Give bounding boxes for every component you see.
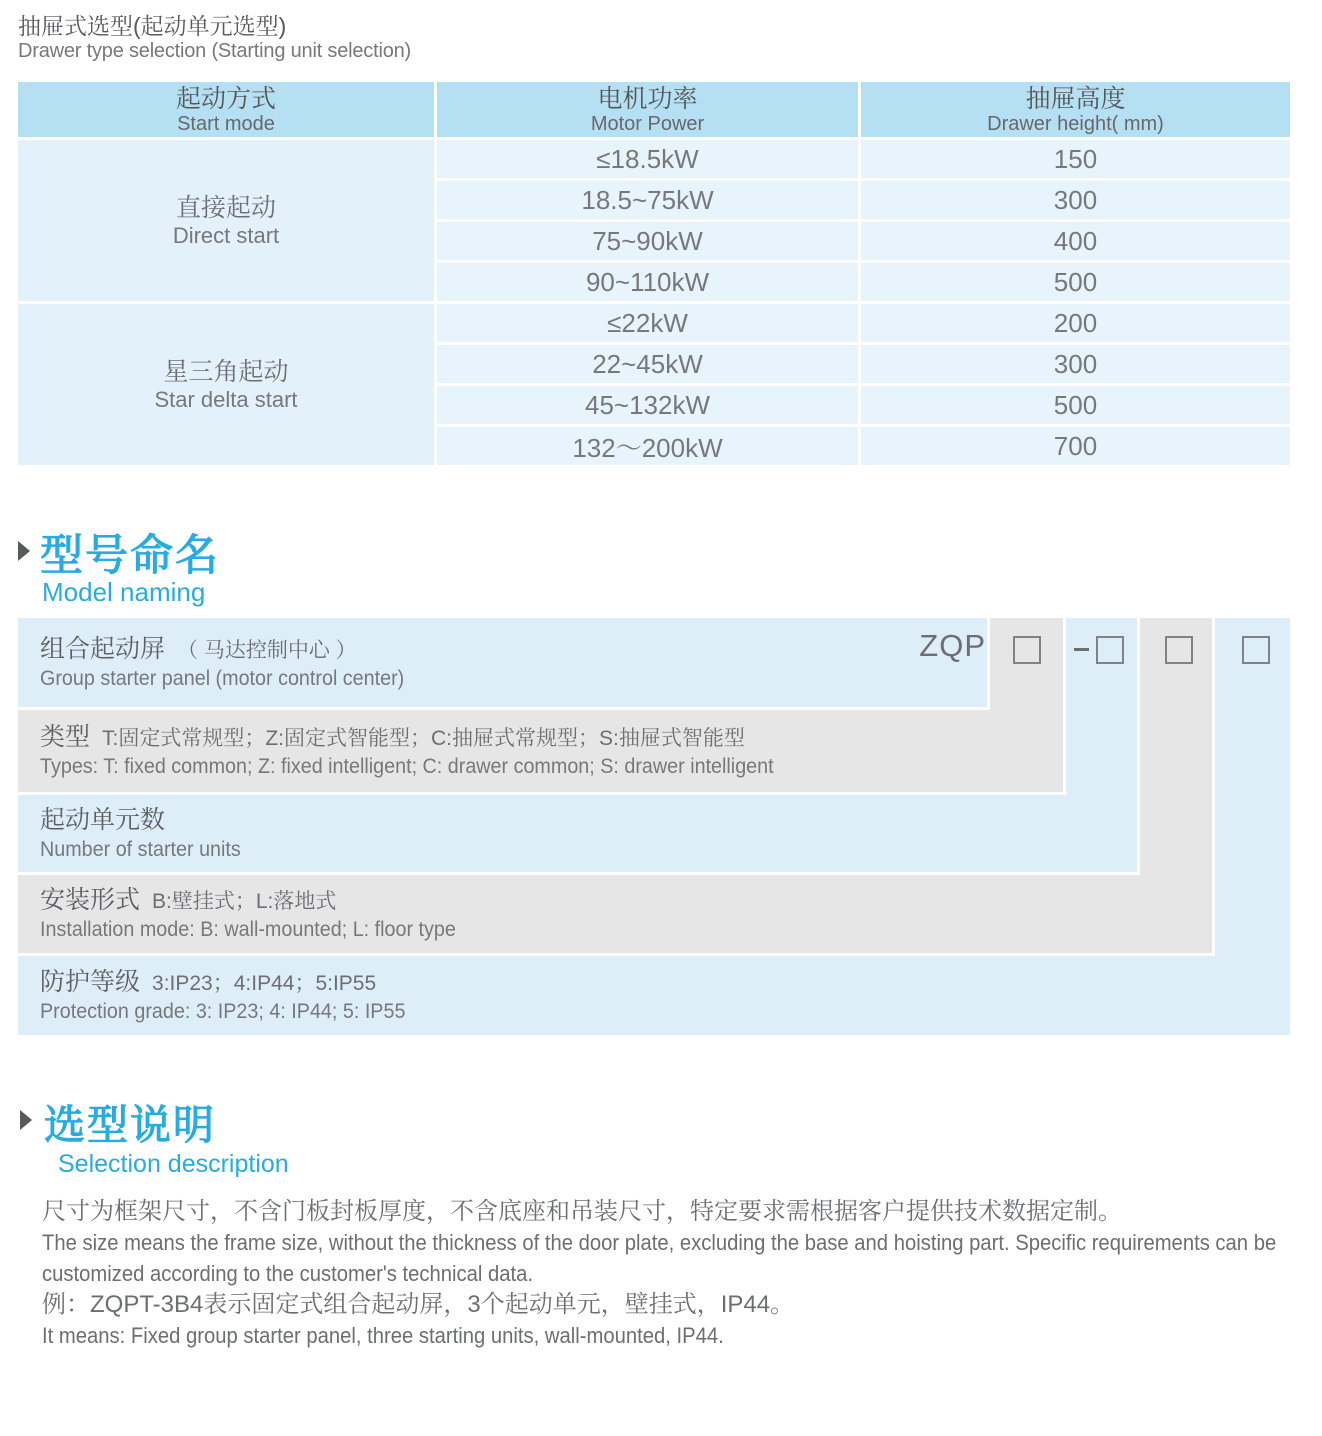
page-title-zh: 抽屉式选型(起动单元选型) [18, 13, 287, 39]
table-cell-power: 18.5~75kW [437, 181, 858, 219]
header-zh: 起动方式 [175, 84, 276, 113]
row-label-zh: 防护等级 3:IP23；4:IP44；5:IP55 [40, 967, 377, 996]
model-naming-row-group-starter-panel [18, 618, 987, 707]
table-cell-power: ≤18.5kW [437, 140, 858, 178]
page-title-en: Drawer type selection (Starting unit selection) [18, 40, 412, 62]
table-cell-height: 500 [861, 263, 1290, 301]
column-header-drawer-height [861, 82, 1290, 137]
row-label-zh: 组合起动屏 （ 马达控制中心 ） [40, 634, 357, 663]
header-zh: 抽屉高度 [1025, 84, 1126, 113]
model-code-box-protection [1242, 636, 1270, 664]
row-label-en: Number of starter units [40, 837, 241, 861]
row-label-zh: 安装形式 B:壁挂式；L:落地式 [40, 886, 337, 914]
table-cell-height: 200 [861, 304, 1290, 342]
description-line: 尺寸为框架尺寸，不含门板封板厚度，不含底座和吊装尺寸，特定要求需根据客户提供技术数据定制。 [42, 1198, 1122, 1225]
group-label-zh: 星三角起动 [163, 357, 289, 386]
description-line: 例：ZQPT-3B4表示固定式组合起动屏，3个起动单元，壁挂式，IP44。 [42, 1291, 795, 1318]
group-label-zh: 直接起动 [175, 193, 276, 222]
group-label-en: Direct start [172, 222, 280, 248]
section-heading-selection-description-zh: 选型说明 [44, 1102, 216, 1148]
description-line: It means: Fixed group starter panel, three starting units, wall-mounted, IP44. [42, 1323, 724, 1348]
model-naming-row-installation-mode [18, 875, 1212, 953]
row-label-en: Group starter panel (motor control center) [40, 666, 405, 690]
group-cell-direct-start [18, 140, 434, 301]
model-naming-row-starter-units [18, 795, 1137, 872]
table-cell-power: ≤22kW [437, 304, 858, 342]
section-heading-model-naming-en: Model naming [42, 577, 206, 607]
selection-description-text [42, 1196, 1302, 1351]
header-en: Drawer height( mm) [987, 112, 1164, 135]
section-heading-selection-description-en: Selection description [58, 1150, 289, 1178]
model-code-dash [1074, 648, 1089, 651]
table-cell-height: 400 [861, 222, 1290, 260]
table-cell-height: 150 [861, 140, 1290, 178]
row-label-en: Protection grade: 3: IP23; 4: IP44; 5: IP55 [40, 999, 406, 1023]
description-line: customized according to the customer's technical data. [42, 1261, 534, 1286]
column-header-motor-power [437, 82, 858, 137]
model-code-box-units [1096, 636, 1124, 664]
table-cell-power: 22~45kW [437, 345, 858, 383]
table-cell-height: 700 [861, 427, 1290, 465]
table-cell-height: 300 [861, 181, 1290, 219]
model-naming-row-types [18, 710, 1063, 792]
model-code-prefix: ZQP [919, 628, 986, 663]
row-label-en: Types: T: fixed common; Z: fixed intelligent; C: drawer common; S: drawer intelligent [40, 755, 774, 778]
header-en: Motor Power [590, 112, 705, 135]
table-cell-power: 75~90kW [437, 222, 858, 260]
drawer-selection-table [18, 82, 1290, 465]
header-en: Start mode [177, 112, 275, 135]
section-arrow-icon [18, 541, 30, 561]
table-cell-height: 500 [861, 386, 1290, 424]
row-label-zh: 起动单元数 [40, 805, 166, 834]
section-arrow-icon [20, 1110, 32, 1130]
group-cell-star-delta-start [18, 304, 434, 465]
model-naming-column-4 [1215, 618, 1290, 959]
row-label-en: Installation mode: B: wall-mounted; L: floor type [40, 918, 456, 941]
table-cell-power: 132～200kW [437, 427, 858, 465]
model-naming-column-1 [990, 618, 1063, 713]
section-heading-model-naming-zh: 型号命名 [40, 532, 220, 580]
table-cell-height: 300 [861, 345, 1290, 383]
description-line: The size means the frame size, without the thickness of the door plate, excluding the base and hoisting part. Specific requirements can be [42, 1230, 1277, 1255]
table-cell-power: 45~132kW [437, 386, 858, 424]
model-naming-row-protection-grade [18, 956, 1290, 1035]
group-label-en: Star delta start [154, 386, 298, 412]
table-cell-power: 90~110kW [437, 263, 858, 301]
header-zh: 电机功率 [597, 84, 698, 113]
model-code-box-type [1013, 636, 1041, 664]
row-label-zh: 类型 T:固定式常规型；Z:固定式智能型；C:抽屉式常规型；S:抽屉式智能型 [40, 723, 745, 751]
model-code-box-installation [1165, 636, 1193, 664]
column-header-start-mode [18, 82, 434, 137]
